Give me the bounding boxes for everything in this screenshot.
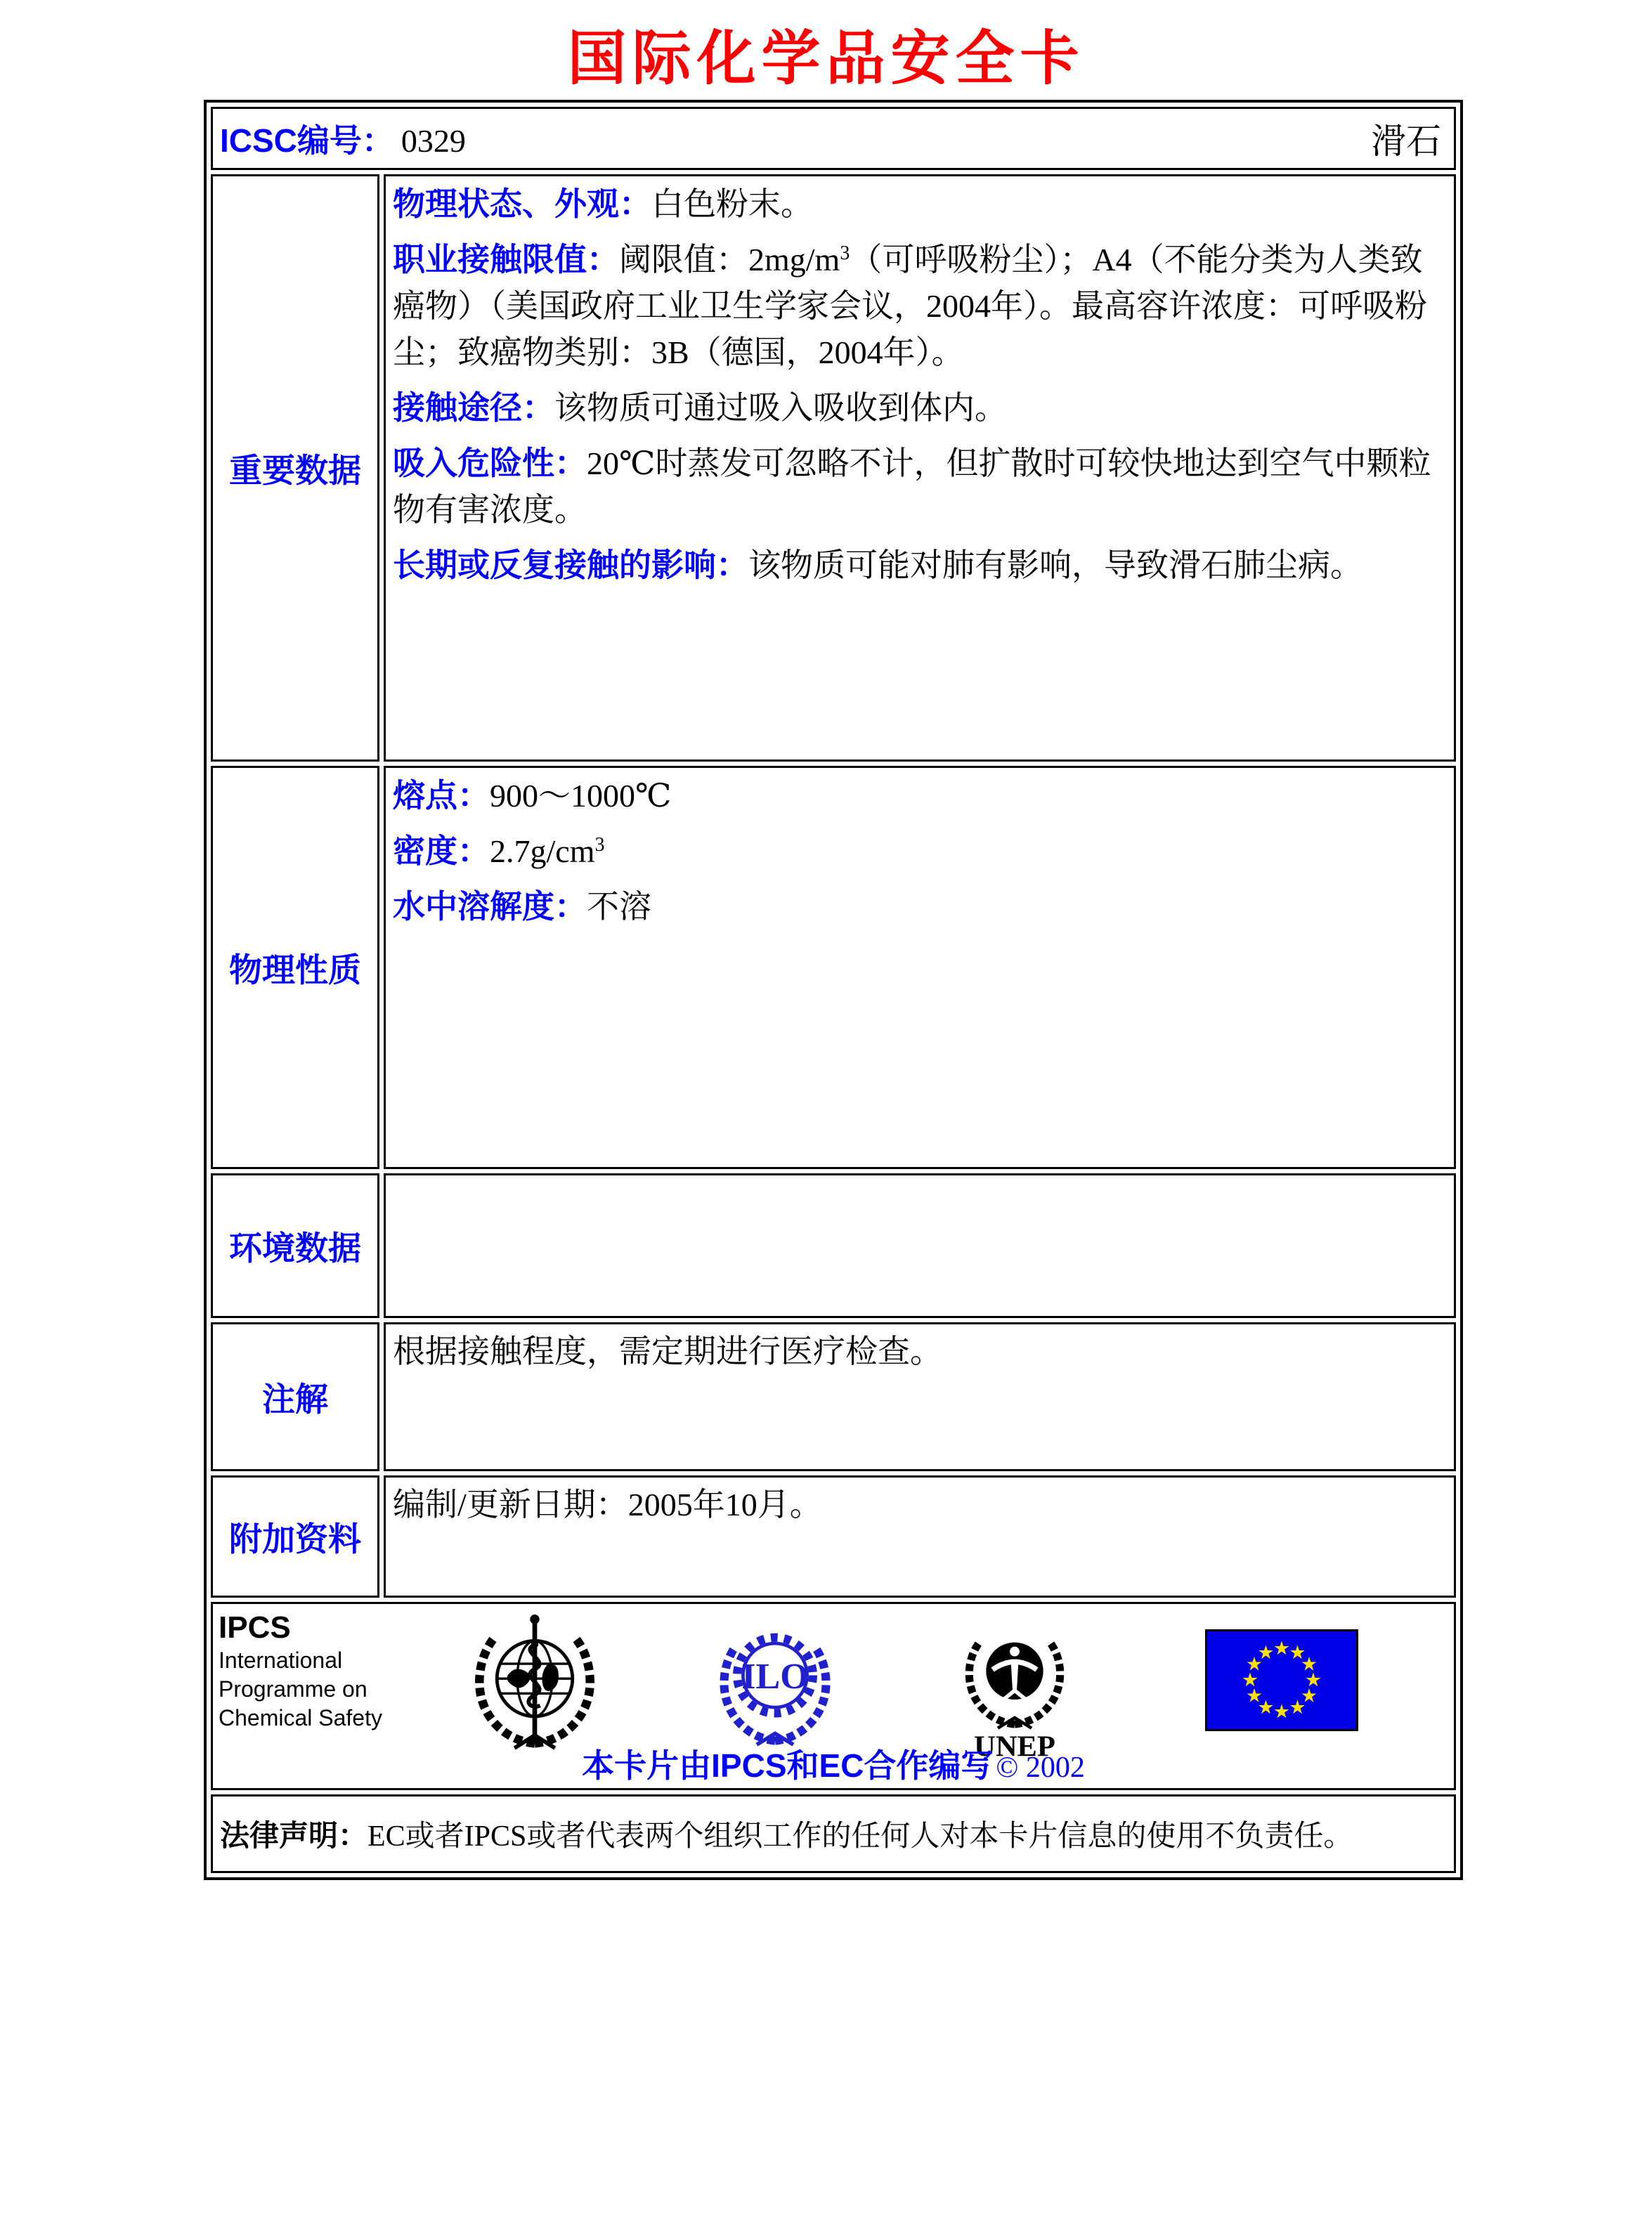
section-label-physical: 物理性质 xyxy=(211,766,379,1169)
physical-item-water-solubility xyxy=(393,883,1444,930)
svg-text:★: ★ xyxy=(1289,1642,1306,1664)
additional-info-content xyxy=(384,1475,1456,1598)
important-item-routes xyxy=(393,384,1444,431)
svg-text:★: ★ xyxy=(1300,1685,1318,1707)
legal-cell xyxy=(211,1794,1456,1873)
physical-item-density xyxy=(393,828,1444,875)
physical-item-melting-point xyxy=(393,772,1444,819)
logos-row xyxy=(211,1602,1456,1790)
important-item-exposure-limits xyxy=(393,236,1444,376)
physical-properties-content xyxy=(384,766,1456,1169)
ipcs-title: IPCS xyxy=(219,1610,291,1645)
superscript: 3 xyxy=(594,834,605,856)
field-value: 该物质可通过吸入吸收到体内。 xyxy=(554,390,1007,426)
field-label: 密度： xyxy=(393,833,490,869)
notes-row xyxy=(211,1322,1456,1471)
svg-text:★: ★ xyxy=(1257,1697,1275,1719)
environmental-data-content xyxy=(384,1173,1456,1318)
svg-text:★: ★ xyxy=(1289,1697,1306,1719)
ipcs-line-3: Chemical Safety xyxy=(219,1705,382,1730)
svg-text:★: ★ xyxy=(1241,1669,1259,1691)
field-label: 物理状态、外观： xyxy=(393,185,651,222)
ilo-monogram: ILO xyxy=(741,1657,809,1697)
environmental-data-row xyxy=(211,1173,1456,1318)
legal-text: EC或者IPCS或者代表两个组织工作的任何人对本卡片信息的使用不负责任。 xyxy=(368,1820,1353,1853)
important-item-inhalation-risk xyxy=(393,440,1444,533)
field-label: 接触途径： xyxy=(393,389,554,426)
unep-wordmark: UNEP xyxy=(974,1730,1055,1760)
svg-text:★: ★ xyxy=(1300,1653,1318,1676)
field-value-pre: 阈限值：2mg/m xyxy=(619,242,840,278)
caption-text: 本卡片由IPCS和EC合作编写 xyxy=(582,1747,994,1784)
field-label: 长期或反复接触的影响： xyxy=(393,547,748,583)
important-data-content xyxy=(384,174,1456,762)
important-data-row xyxy=(211,174,1456,762)
copyright-text: © 2002 xyxy=(996,1752,1085,1784)
section-label-additional: 附加资料 xyxy=(211,1475,379,1598)
additional-info-text: 编制/更新日期：2005年10月。 xyxy=(393,1487,822,1522)
svg-text:★: ★ xyxy=(1245,1685,1263,1707)
header-row xyxy=(211,107,1456,170)
icsc-number-value: 0329 xyxy=(401,123,466,159)
legal-row xyxy=(211,1794,1456,1873)
section-label-environment: 环境数据 xyxy=(211,1173,379,1318)
eu-flag-icon xyxy=(1205,1629,1358,1731)
additional-info-row xyxy=(211,1475,1456,1598)
who-logo-icon xyxy=(467,1611,602,1753)
section-label-important: 重要数据 xyxy=(211,174,379,762)
svg-text:★: ★ xyxy=(1273,1701,1291,1723)
field-label: 水中溶解度： xyxy=(393,888,587,925)
important-item-longterm-effects xyxy=(393,542,1444,589)
legal-label: 法律声明： xyxy=(220,1819,368,1852)
substance-name: 滑石 xyxy=(1371,122,1441,161)
svg-text:★: ★ xyxy=(1245,1653,1263,1676)
field-label: 熔点： xyxy=(393,777,490,814)
header-cell xyxy=(211,107,1456,170)
field-value: 900～1000℃ xyxy=(490,778,672,814)
notes-content xyxy=(384,1322,1456,1471)
ipcs-line-2: Programme on xyxy=(219,1676,368,1702)
ipcs-text-block xyxy=(219,1610,382,1733)
field-value: 该物质可能对肺有影响，导致滑石肺尘病。 xyxy=(748,547,1362,583)
svg-text:★: ★ xyxy=(1304,1669,1322,1691)
important-item-appearance xyxy=(393,181,1444,228)
field-value: 不溶 xyxy=(587,889,651,925)
field-value-post: （可呼吸粉尘）；A4（不能分类为人类致癌物）（美国政府工业卫生学家会议，2004年）。最高容许浓度：可呼吸粉尘；致癌物类别：3B（德国，2004年）。 xyxy=(393,242,1427,370)
logos-cell xyxy=(211,1602,1456,1790)
field-label: 职业接触限值： xyxy=(393,241,619,278)
cooperation-caption xyxy=(213,1740,1454,1787)
field-label: 吸入危险性： xyxy=(393,445,587,481)
notes-text: 根据接触程度，需定期进行医疗检查。 xyxy=(393,1334,942,1369)
superscript: 3 xyxy=(840,242,850,264)
ilo-logo-icon xyxy=(710,1615,840,1746)
field-value: 20℃时蒸发可忽略不计，但扩散时可较快地达到空气中颗粒物有害浓度。 xyxy=(393,445,1431,528)
ipcs-line-1: International xyxy=(219,1648,343,1673)
physical-properties-row xyxy=(211,766,1456,1169)
field-value: 白色粉末。 xyxy=(651,186,813,222)
field-value-pre: 2.7g/cm xyxy=(490,833,595,869)
svg-text:★: ★ xyxy=(1273,1638,1291,1660)
icsc-number-label: ICSC编号： xyxy=(220,122,394,159)
svg-text:★: ★ xyxy=(1257,1642,1275,1664)
icsc-number-group xyxy=(220,115,466,162)
section-label-notes: 注解 xyxy=(211,1322,379,1471)
page-title: 国际化学品安全卡 xyxy=(567,23,1085,93)
unep-logo-icon xyxy=(956,1614,1074,1760)
icsc-table xyxy=(204,100,1463,1880)
